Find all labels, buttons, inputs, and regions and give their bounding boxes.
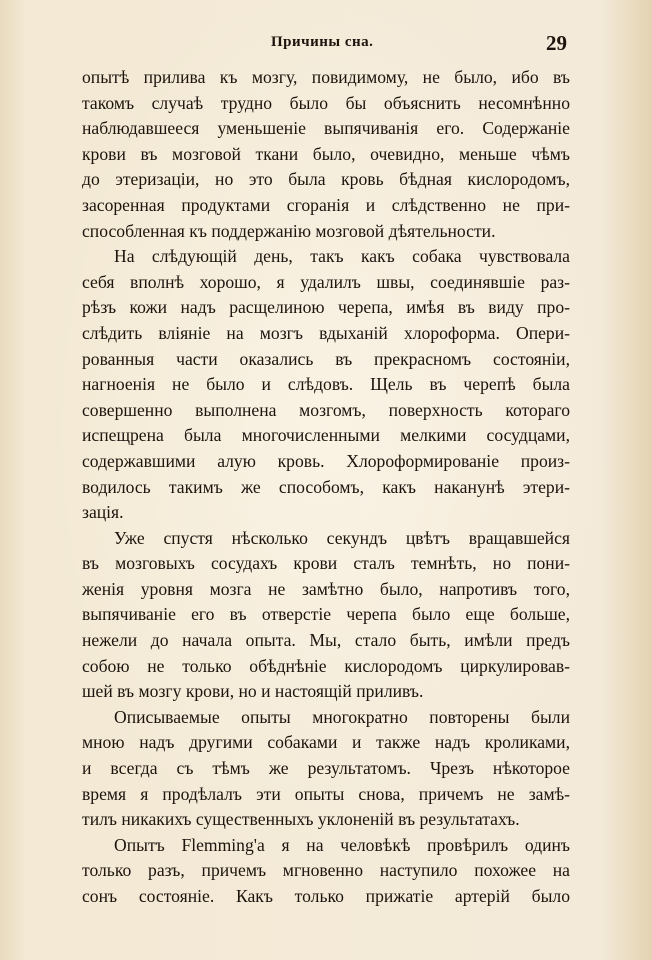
text-line: тилъ никакихъ существенныхъ уклоненій въ результатахъ. [82,809,520,830]
text-line: такомъ случаѣ трудно было бы объяснить несомнѣнно [82,92,570,113]
text-line: рѣзъ кожи надъ расщелиною черепа, имѣя въ виду про- [82,297,570,318]
text-line: опытѣ прилива къ мозгу, повидимому, не было, ибо въ [82,67,570,87]
text-line: до этеризаціи, но это была кровь бѣдная кислородомъ, [82,169,570,190]
text-line: наблюдавшееся уменьшеніе выпячиванія его. Содержаніе [82,118,570,139]
text-line: На слѣдующій день, такъ какъ собака чувствовала [114,246,570,267]
text-line: нагноенія не было и слѣдовъ. Щель въ черепѣ была [82,374,570,395]
text-line: содержавшими алую кровь. Хлороформированіе произ- [82,450,570,471]
text-line: время я продѣлалъ эти опыты снова, причемъ не замѣ- [82,783,570,804]
text-line: выпячиваніе его въ отверстіе черепа было еще больше, [82,604,570,625]
text-line: испещрена была многочисленными мелкими сосудцами, [82,425,570,446]
text-line: Уже спустя нѣсколько секундъ цвѣтъ вращавшейся [114,527,570,548]
running-title: Причины сна. [271,34,374,50]
text-line: мною надъ другими собаками и также надъ кроликами, [82,732,570,753]
text-line: Описываемые опыты многократно повторены были [114,706,570,727]
text-line: слѣдить вліяніе на мозгъ вдыханій хлороформа. Опери- [82,322,570,343]
text-line: въ мозговыхъ сосудахъ крови сталъ темнѣть, но пони- [82,553,570,574]
text-line: совершенно выполнена мозгомъ, поверхность котораго [82,399,570,420]
body-text [82,65,570,910]
text-line: засоренная продуктами сгоранія и слѣдственно не при- [82,194,570,215]
text-line: Опытъ Flemming'а я на человѣкѣ провѣрилъ одинъ [114,834,570,855]
text-line: способленная къ поддержанію мозговой дѣятельности. [82,220,496,241]
text-line: рованныя части оказались въ прекрасномъ состояніи, [82,348,570,369]
page-header [0,29,652,59]
text-line: шей въ мозгу крови, но и настоящій приливъ. [82,681,424,702]
text-line: зація. [82,502,124,523]
text-line: себя вполнѣ хорошо, я удалилъ швы, соединявшіе раз- [82,271,570,292]
text-line: и всегда съ тѣмъ же результатомъ. Чрезъ нѣкоторое [82,758,570,779]
text-line: только разъ, причемъ мгновенно наступило похожее на [82,860,570,881]
text-line: собою не только обѣднѣніе кислородомъ циркулировав- [82,655,570,676]
text-line: водилось такимъ же способомъ, какъ наканунѣ этери- [82,476,570,497]
text-line: женія уровня мозга не замѣтно было, напротивъ того, [82,578,570,599]
text-line: крови въ мозговой ткани было, очевидно, меньше чѣмъ [82,143,570,164]
page-number: 29 [546,31,567,55]
text-line: сонъ состояніе. Какъ только прижатіе артерій было [82,886,570,906]
text-line: нежели до начала опыта. Мы, стало быть, имѣли предъ [82,630,570,651]
